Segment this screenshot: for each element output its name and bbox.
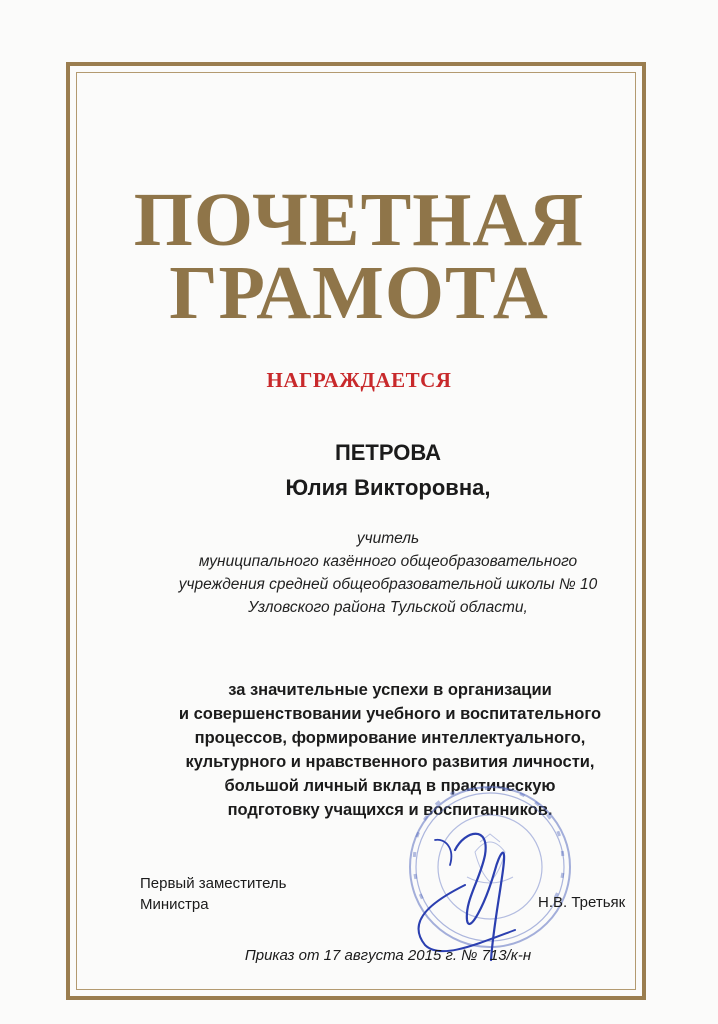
position-line: муниципального казённого общеобразовательного bbox=[198, 553, 578, 570]
signer-title-line: Первый заместитель bbox=[140, 875, 287, 892]
merit-line: подготовку учащихся и воспитанников. bbox=[227, 801, 553, 819]
merit-line: большой личный вклад в практическую bbox=[224, 777, 556, 795]
title-line-1: ПОЧЕТНАЯ bbox=[133, 178, 585, 262]
recipient-surname: ПЕТРОВА bbox=[334, 440, 442, 465]
recipient-given-names: Юлия Викторовна, bbox=[285, 475, 491, 500]
merit-line: процессов, формирование интеллектуального, bbox=[194, 729, 586, 747]
merit-line: и совершенствовании учебного и воспитательного bbox=[178, 705, 602, 723]
signer-title bbox=[140, 873, 287, 915]
signer-title-line: Министра bbox=[140, 896, 209, 913]
position-line: учитель bbox=[356, 530, 420, 547]
signer-name: Н.В. Третьяк bbox=[538, 894, 626, 911]
awarded-label: НАГРАЖДАЕТСЯ bbox=[266, 368, 452, 392]
order-reference: Приказ от 17 августа 2015 г. № 713/к-н bbox=[244, 947, 532, 964]
recipient-position bbox=[90, 527, 686, 619]
position-line: учреждения средней общеобразовательной школы № 10 bbox=[178, 576, 598, 593]
merit-text bbox=[100, 678, 680, 822]
position-line: Узловского района Тульской области, bbox=[248, 599, 528, 616]
merit-line: культурного и нравственного развития личности, bbox=[185, 753, 595, 771]
title-line-2: ГРАМОТА bbox=[169, 251, 549, 335]
merit-line: за значительные успехи в организации bbox=[228, 681, 552, 699]
